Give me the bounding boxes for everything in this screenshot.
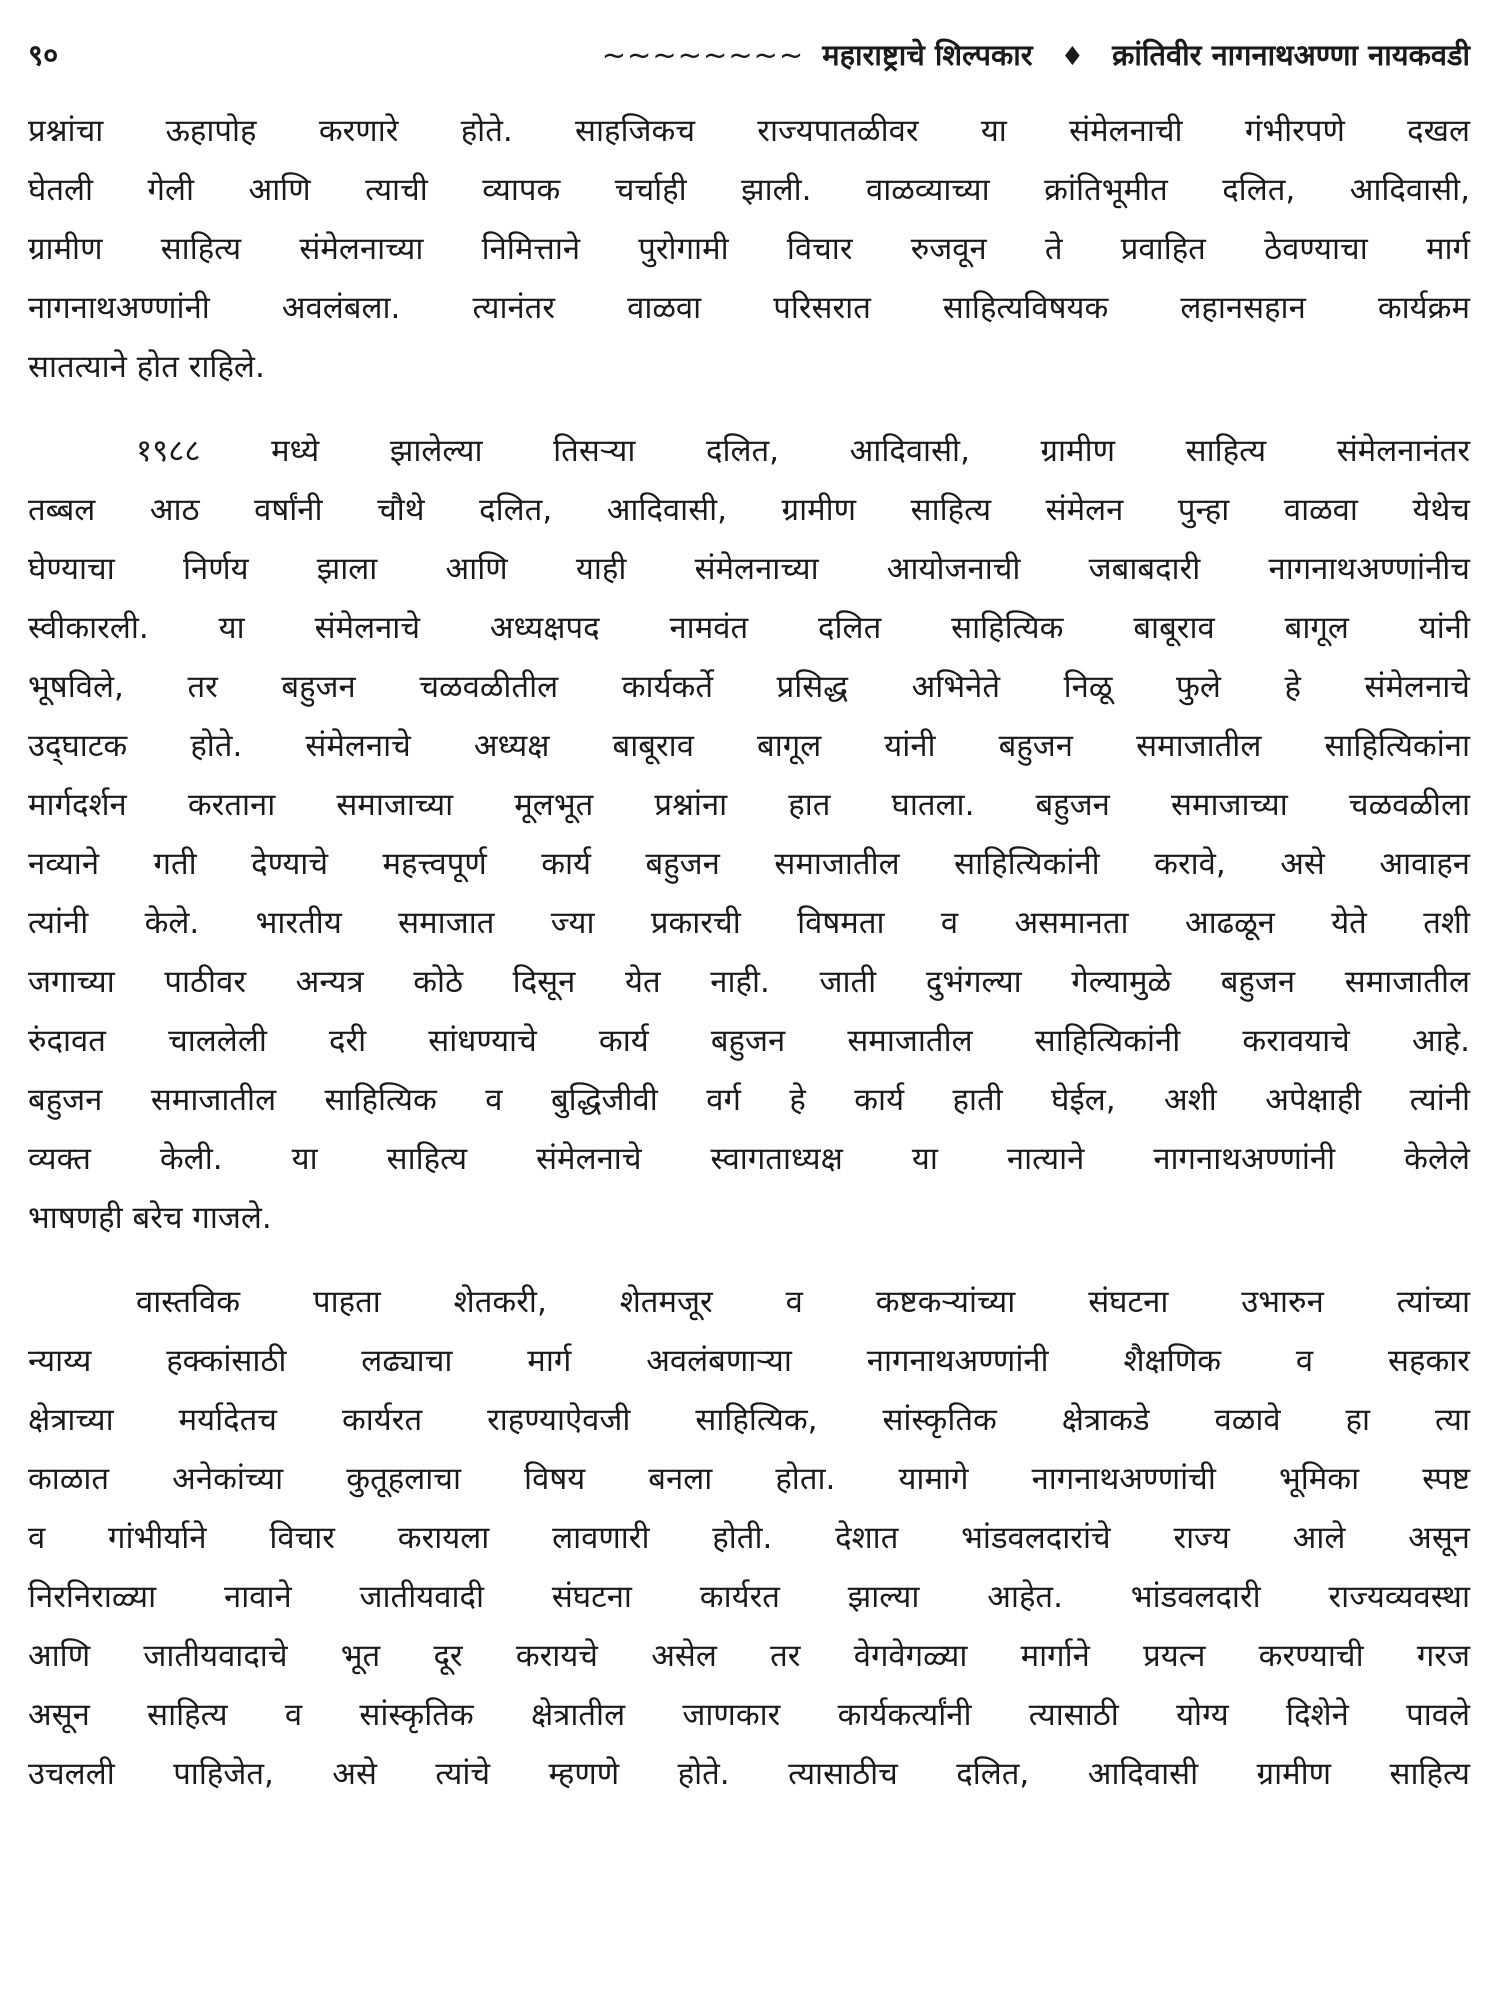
text-line: रुंदावत चाललेली दरी सांधण्याचे कार्य बहुजन समाजातील साहित्यिकांनी करावयाचे आहे. xyxy=(28,1023,1470,1059)
text-line: मार्गदर्शन करताना समाजाच्या मूलभूत प्रश्नांना हात घातला. बहुजन समाजाच्या चळवळीला xyxy=(28,787,1470,823)
text-line: काळात अनेकांच्या कुतूहलाचा विषय बनला होता. यामागे नागनाथअण्णांची भूमिका स्पष्ट xyxy=(28,1461,1470,1497)
page-number: ९० xyxy=(28,38,59,72)
chapter-title: क्रांतिवीर नागनाथअण्णा नायकवडी xyxy=(1112,38,1470,72)
text-line: नागनाथअण्णांनी अवलंबला. त्यानंतर वाळवा परिसरात साहित्यविषयक लहानसहान कार्यक्रम xyxy=(28,290,1470,326)
text-line: जगाच्या पाठीवर अन्यत्र कोठे दिसून येत नाही. जाती दुभंगल्या गेल्यामुळे बहुजन समाजातील xyxy=(28,964,1470,1000)
text-line: स्वीकारली. या संमेलनाचे अध्यक्षपद नामवंत दलित साहित्यिक बाबूराव बागूल यांनी xyxy=(28,610,1470,646)
text-line: ग्रामीण साहित्य संमेलनाच्या निमित्ताने पुरोगामी विचार रुजवून ते प्रवाहित ठेवण्याचा मार्ग xyxy=(28,231,1470,267)
text-line: १९८८ मध्ये झालेल्या तिसऱ्या दलित, आदिवासी, ग्रामीण साहित्य संमेलनानंतर xyxy=(136,433,1470,469)
text-line: भूषविले, तर बहुजन चळवळीतील कार्यकर्ते प्रसिद्ध अभिनेते निळू फुले हे संमेलनाचे xyxy=(28,669,1470,705)
body-text xyxy=(28,102,1470,1804)
text-line: क्षेत्राच्या मर्यादेतच कार्यरत राहण्याऐवजी साहित्यिक, सांस्कृतिक क्षेत्राकडे वळावे हा त्या xyxy=(28,1402,1470,1438)
text-line: नव्याने गती देण्याचे महत्त्वपूर्ण कार्य बहुजन समाजातील साहित्यिकांनी करावे, असे आवाहन xyxy=(28,846,1470,882)
text-line: उचलली पाहिजेत, असे त्यांचे म्हणणे होते. त्यासाठीच दलित, आदिवासी ग्रामीण साहित्य xyxy=(28,1756,1470,1792)
text-line: उद्‌घाटक होते. संमेलनाचे अध्यक्ष बाबूराव बागूल यांनी बहुजन समाजातील साहित्यिकांना xyxy=(28,728,1470,764)
paragraph-1 xyxy=(28,102,1470,397)
text-line: सातत्याने होत राहिले. xyxy=(28,349,265,385)
text-line: बहुजन समाजातील साहित्यिक व बुद्धिजीवी वर्ग हे कार्य हाती घेईल, अशी अपेक्षाही त्यांनी xyxy=(28,1082,1470,1118)
header-dashes: ~~~~~~~~ xyxy=(601,38,805,72)
text-line: त्यांनी केले. भारतीय समाजात ज्या प्रकारची विषमता व असमानता आढळून येते तशी xyxy=(28,905,1470,941)
text-line: भाषणही बरेच गाजले. xyxy=(28,1200,272,1236)
text-line: प्रश्नांचा ऊहापोह करणारे होते. साहजिकच राज्यपातळीवर या संमेलनाची गंभीरपणे दखल xyxy=(28,113,1470,149)
page-header xyxy=(28,30,1470,80)
text-line: न्याय्य हक्कांसाठी लढ्याचा मार्ग अवलंबणाऱ्या नागनाथअण्णांनी शैक्षणिक व सहकार xyxy=(28,1343,1470,1379)
text-line: निरनिराळ्या नावाने जातीयवादी संघटना कार्यरत झाल्या आहेत. भांडवलदारी राज्यव्यवस्था xyxy=(28,1579,1470,1615)
running-head xyxy=(602,30,1470,82)
paragraph-3 xyxy=(28,1273,1470,1804)
text-line: आणि जातीयवादाचे भूत दूर करायचे असेल तर वेगवेगळ्या मार्गाने प्रयत्न करण्याची गरज xyxy=(28,1638,1470,1674)
text-line: व गांभीर्याने विचार करायला लावणारी होती. देशात भांडवलदारांचे राज्य आले असून xyxy=(28,1520,1470,1556)
text-line: असून साहित्य व सांस्कृतिक क्षेत्रातील जाणकार कार्यकर्त्यांनी त्यासाठी योग्य दिशेने पावले xyxy=(28,1697,1470,1733)
text-line: घेण्याचा निर्णय झाला आणि याही संमेलनाच्या आयोजनाची जबाबदारी नागनाथअण्णांनीच xyxy=(28,551,1470,587)
text-line: तब्बल आठ वर्षांनी चौथे दलित, आदिवासी, ग्रामीण साहित्य संमेलन पुन्हा वाळवा येथेच xyxy=(28,492,1470,528)
book-title: महाराष्ट्राचे शिल्पकार xyxy=(822,38,1033,72)
paragraph-2 xyxy=(28,422,1470,1248)
text-line: व्यक्त केली. या साहित्य संमेलनाचे स्वागताध्यक्ष या नात्याने नागनाथअण्णांनी केलेले xyxy=(28,1141,1470,1177)
diamond-separator-icon: ♦ xyxy=(1060,42,1085,72)
text-line: वास्तविक पाहता शेतकरी, शेतमजूर व कष्टकऱ्यांच्या संघटना उभारुन त्यांच्या xyxy=(136,1284,1470,1320)
text-line: घेतली गेली आणि त्याची व्यापक चर्चाही झाली. वाळव्याच्या क्रांतिभूमीत दलित, आदिवासी, xyxy=(28,172,1470,208)
